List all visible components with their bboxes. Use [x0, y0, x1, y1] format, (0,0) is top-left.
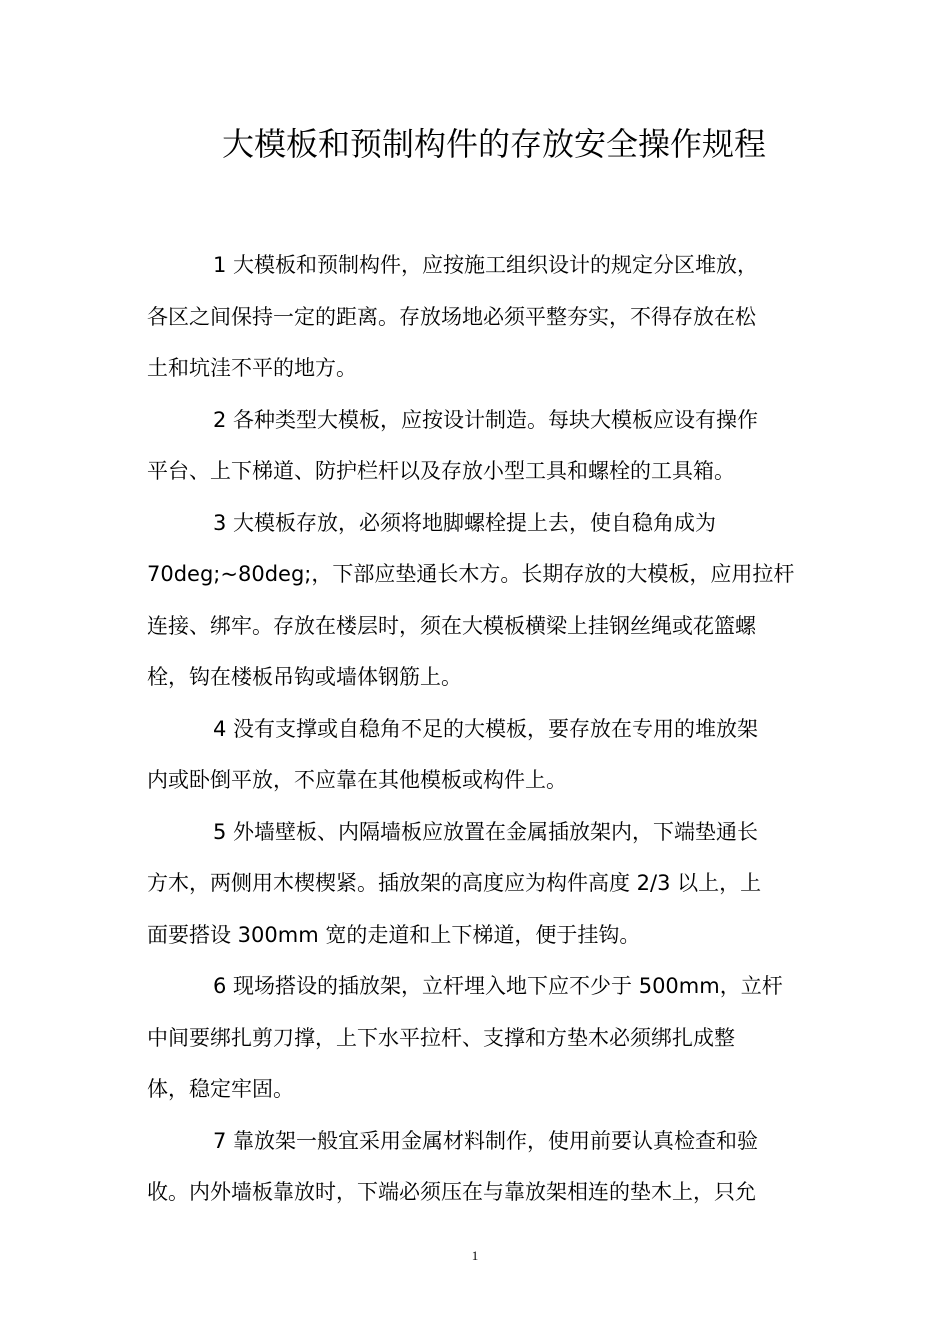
paragraph-line: 6 现场搭设的插放架，立杆埋入地下应不少于 500mm，立杆 [213, 974, 783, 998]
document-body [147, 240, 807, 1219]
paragraph-line: 中间要绑扎剪刀撑，上下水平拉杆、支撑和方垫木必须绑扎成整 [147, 1025, 735, 1050]
paragraph-line: 7 靠放架一般宜采用金属材料制作，使用前要认真检查和验 [213, 1128, 759, 1153]
paragraph-line: 连接、绑牢。存放在楼层时，须在大模板横梁上挂钢丝绳或花篮螺 [147, 613, 756, 638]
paragraph-line: 土和坑洼不平的地方。 [147, 356, 357, 380]
paragraph-line: 1 大模板和预制构件，应按施工组织设计的规定分区堆放， [213, 253, 759, 277]
paragraph-line: 方木，两侧用木楔楔紧。插放架的高度应为构件高度 2/3 以上，上 [147, 871, 762, 895]
page-number: 1 [471, 1248, 479, 1263]
paragraph-5 [147, 807, 807, 962]
paragraph-7 [147, 1116, 807, 1219]
paragraph-line: 内或卧倒平放，不应靠在其他模板或构件上。 [147, 768, 567, 792]
paragraph-1 [147, 240, 807, 395]
paragraph-line: 收。内外墙板靠放时，下端必须压在与靠放架相连的垫木上，只允 [147, 1180, 756, 1204]
paragraph-2 [147, 395, 807, 498]
paragraph-line: 平台、上下梯道、防护栏杆以及存放小型工具和螺栓的工具箱。 [147, 459, 735, 483]
paragraph-line: 4 没有支撑或自稳角不足的大模板，要存放在专用的堆放架 [213, 716, 759, 741]
paragraph-line: 各区之间保持一定的距离。存放场地必须平整夯实，不得存放在松 [147, 304, 756, 329]
paragraph-line: 栓，钩在楼板吊钩或墙体钢筋上。 [147, 665, 462, 689]
paragraph-line: 5 外墙壁板、内隔墙板应放置在金属插放架内，下端垫通长 [213, 819, 759, 844]
paragraph-line: 3 大模板存放，必须将地脚螺栓提上去，使自稳角成为 [213, 510, 717, 535]
paragraph-3 [147, 498, 807, 704]
paragraph-line: 70deg;~80deg;，下部应垫通长木方。长期存放的大模板，应用拉杆 [147, 562, 795, 586]
document-title: 大模板和预制构件的存放安全操作规程 [222, 125, 767, 163]
paragraph-line: 2 各种类型大模板，应按设计制造。每块大模板应设有操作 [213, 407, 759, 432]
paragraph-6 [147, 961, 807, 1116]
paragraph-line: 体，稳定牢固。 [147, 1077, 294, 1101]
paragraph-line: 面要搭设 300mm 宽的走道和上下梯道，便于挂钩。 [147, 922, 641, 947]
paragraph-4 [147, 704, 807, 807]
